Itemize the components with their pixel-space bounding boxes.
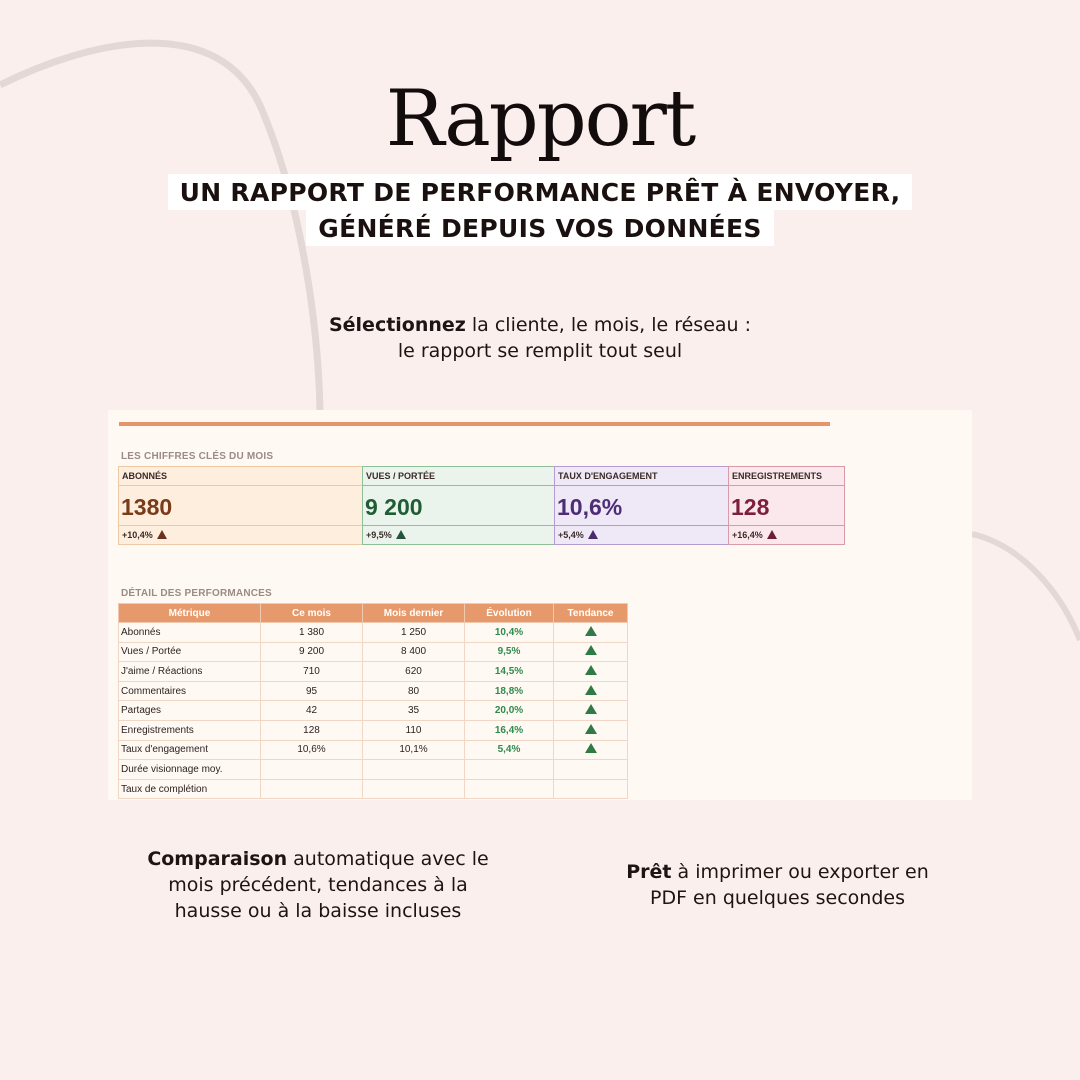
table-row bbox=[119, 720, 628, 740]
cell-evolution: 14,5% bbox=[465, 662, 554, 682]
kpi-label: VUES / PORTÉE bbox=[363, 467, 554, 486]
up-arrow-icon bbox=[588, 530, 598, 539]
kpi-delta-text: +9,5% bbox=[366, 530, 392, 540]
performance-table bbox=[118, 603, 628, 799]
kpi-delta-text: +16,4% bbox=[732, 530, 763, 540]
up-arrow-icon bbox=[767, 530, 777, 539]
cell-current: 10,6% bbox=[261, 740, 363, 760]
cell-metric: Durée visionnage moy. bbox=[119, 760, 261, 780]
kpi-card-subscribers bbox=[118, 466, 363, 545]
kpi-card-views bbox=[362, 466, 555, 545]
cell-trend bbox=[554, 740, 628, 760]
kpi-section-title: LES CHIFFRES CLÉS DU MOIS bbox=[121, 451, 274, 462]
table-row bbox=[119, 662, 628, 682]
cell-evolution bbox=[465, 760, 554, 780]
footer-left-line-3: hausse ou à la baisse incluses bbox=[174, 900, 462, 922]
footer-left-bold: Comparaison bbox=[147, 848, 288, 870]
kpi-delta-text: +10,4% bbox=[122, 530, 153, 540]
header-rule bbox=[119, 422, 830, 426]
up-arrow-icon bbox=[396, 530, 406, 539]
table-row bbox=[119, 779, 628, 799]
kpi-card-engagement bbox=[554, 466, 729, 545]
footer-left-rest: automatique avec le bbox=[287, 848, 489, 870]
lead-text bbox=[0, 312, 1080, 364]
cell-previous: 1 250 bbox=[363, 623, 465, 643]
cell-current bbox=[261, 779, 363, 799]
cell-previous: 8 400 bbox=[363, 642, 465, 662]
cell-evolution: 18,8% bbox=[465, 681, 554, 701]
lead-line-2: le rapport se remplit tout seul bbox=[397, 340, 683, 362]
table-row bbox=[119, 740, 628, 760]
cell-metric: Abonnés bbox=[119, 623, 261, 643]
kpi-delta bbox=[363, 526, 554, 540]
table-row bbox=[119, 642, 628, 662]
footer-right-line-2: PDF en quelques secondes bbox=[650, 887, 905, 909]
kpi-value: 1380 bbox=[119, 486, 362, 526]
footer-comparison bbox=[118, 846, 518, 924]
cell-trend bbox=[554, 701, 628, 721]
subtitle bbox=[0, 174, 1080, 246]
trend-up-icon bbox=[585, 645, 597, 655]
cell-previous bbox=[363, 760, 465, 780]
kpi-delta bbox=[729, 526, 844, 540]
cell-evolution: 10,4% bbox=[465, 623, 554, 643]
up-arrow-icon bbox=[157, 530, 167, 539]
table-row bbox=[119, 760, 628, 780]
kpi-label: ABONNÉS bbox=[119, 467, 362, 486]
trend-up-icon bbox=[585, 743, 597, 753]
col-header-metric: Métrique bbox=[119, 604, 261, 623]
kpi-card-saves bbox=[728, 466, 845, 545]
col-header-trend: Tendance bbox=[554, 604, 628, 623]
cell-current bbox=[261, 760, 363, 780]
kpi-label: TAUX D'ENGAGEMENT bbox=[555, 467, 728, 486]
table-header-row bbox=[119, 604, 628, 623]
trend-up-icon bbox=[585, 704, 597, 714]
cell-evolution: 16,4% bbox=[465, 720, 554, 740]
cell-metric: Taux d'engagement bbox=[119, 740, 261, 760]
footer-left-line-2: mois précédent, tendances à la bbox=[168, 874, 468, 896]
cell-current: 42 bbox=[261, 701, 363, 721]
table-row bbox=[119, 623, 628, 643]
cell-previous bbox=[363, 779, 465, 799]
lead-bold: Sélectionnez bbox=[328, 314, 466, 336]
cell-current: 1 380 bbox=[261, 623, 363, 643]
cell-evolution: 20,0% bbox=[465, 701, 554, 721]
kpi-delta-text: +5,4% bbox=[558, 530, 584, 540]
table-row bbox=[119, 701, 628, 721]
trend-up-icon bbox=[585, 626, 597, 636]
trend-up-icon bbox=[585, 665, 597, 675]
page-title: Rapport bbox=[385, 74, 695, 164]
cell-trend bbox=[554, 681, 628, 701]
kpi-label: ENREGISTREMENTS bbox=[729, 467, 844, 486]
footer-right-rest: à imprimer ou exporter en bbox=[671, 861, 929, 883]
report-spreadsheet bbox=[108, 410, 972, 800]
cell-metric: Enregistrements bbox=[119, 720, 261, 740]
cell-current: 128 bbox=[261, 720, 363, 740]
cell-metric: Commentaires bbox=[119, 681, 261, 701]
cell-trend bbox=[554, 720, 628, 740]
footer-export bbox=[585, 859, 970, 911]
cell-previous: 110 bbox=[363, 720, 465, 740]
lead-rest: la cliente, le mois, le réseau : bbox=[465, 314, 752, 336]
kpi-delta bbox=[119, 526, 362, 540]
cell-trend bbox=[554, 779, 628, 799]
table-row bbox=[119, 681, 628, 701]
cell-metric: Vues / Portée bbox=[119, 642, 261, 662]
cell-current: 9 200 bbox=[261, 642, 363, 662]
cell-trend bbox=[554, 662, 628, 682]
cell-previous: 80 bbox=[363, 681, 465, 701]
cell-trend bbox=[554, 623, 628, 643]
trend-up-icon bbox=[585, 724, 597, 734]
kpi-delta bbox=[555, 526, 728, 540]
trend-up-icon bbox=[585, 685, 597, 695]
cell-current: 710 bbox=[261, 662, 363, 682]
cell-metric: Partages bbox=[119, 701, 261, 721]
cell-metric: Taux de complétion bbox=[119, 779, 261, 799]
col-header-previous: Mois dernier bbox=[363, 604, 465, 623]
cell-trend bbox=[554, 760, 628, 780]
footer-right-bold: Prêt bbox=[626, 861, 672, 883]
cell-previous: 10,1% bbox=[363, 740, 465, 760]
cell-metric: J'aime / Réactions bbox=[119, 662, 261, 682]
cell-previous: 35 bbox=[363, 701, 465, 721]
col-header-current: Ce mois bbox=[261, 604, 363, 623]
kpi-value: 128 bbox=[729, 486, 844, 526]
cell-evolution bbox=[465, 779, 554, 799]
cell-evolution: 9,5% bbox=[465, 642, 554, 662]
kpi-value: 10,6% bbox=[555, 486, 728, 526]
subtitle-line-2: GÉNÉRÉ DEPUIS VOS DONNÉES bbox=[306, 210, 773, 246]
cell-current: 95 bbox=[261, 681, 363, 701]
detail-section-title: DÉTAIL DES PERFORMANCES bbox=[121, 588, 272, 599]
col-header-evolution: Évolution bbox=[465, 604, 554, 623]
cell-previous: 620 bbox=[363, 662, 465, 682]
cell-trend bbox=[554, 642, 628, 662]
kpi-value: 9 200 bbox=[363, 486, 554, 526]
cell-evolution: 5,4% bbox=[465, 740, 554, 760]
subtitle-line-1: UN RAPPORT DE PERFORMANCE PRÊT À ENVOYER, bbox=[168, 174, 913, 210]
